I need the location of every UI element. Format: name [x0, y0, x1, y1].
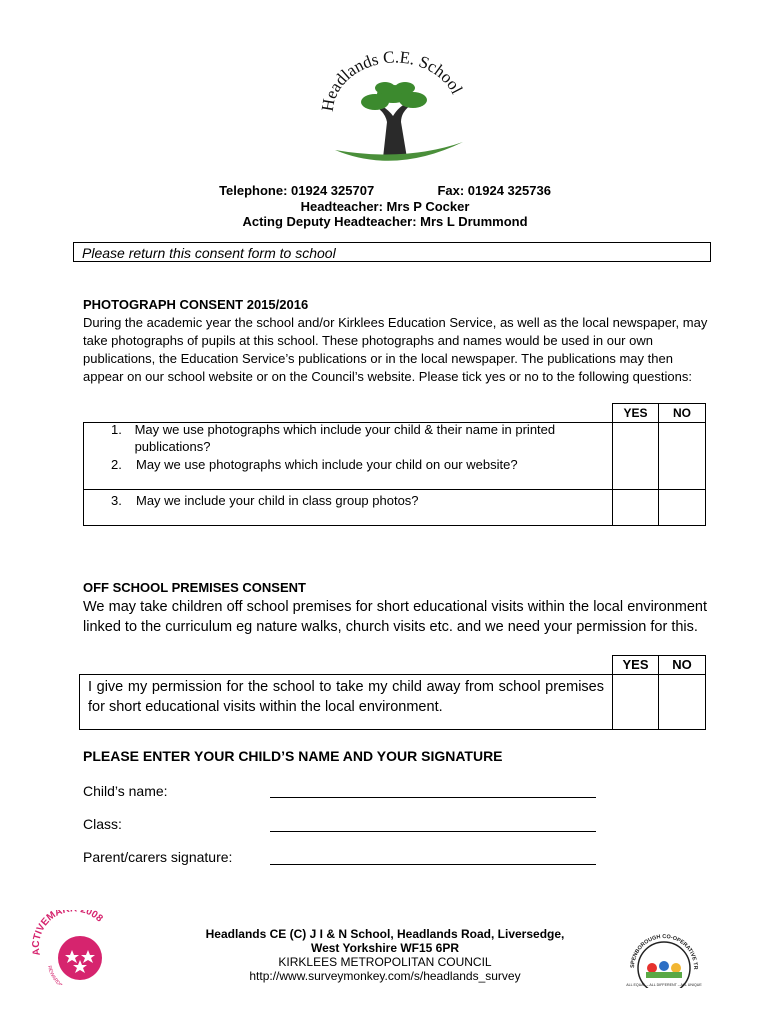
class-field[interactable]: [270, 830, 596, 832]
list-item: [111, 492, 606, 509]
question-text: May we include your child in class group photos?: [136, 493, 419, 508]
coop-text: SPENBOROUGH CO-OPERATIVE TR: [629, 933, 699, 970]
offsite-no-header: NO: [658, 655, 706, 675]
deputy-headteacher: Acting Deputy Headteacher: Mrs L Drummond: [242, 214, 528, 229]
question-text: May we use photographs which include your child on our website?: [136, 457, 518, 472]
telephone: Telephone: 01924 325707: [219, 183, 375, 198]
photo-q1-q2-yes-box[interactable]: [612, 422, 659, 490]
footer-address-2: West Yorkshire WF15 6PR: [310, 941, 460, 955]
photo-consent-intro: During the academic year the school and/or Kirklees Education Service, as well as the local newspaper, may take photographs of pupils at this school. These photographs and names would be used in our own publications, the Education Service’s publications or in the local newspaper. The publications may then appear on our school website or on the Council’s website. Please tick yes or no to the following questions:: [83, 315, 708, 384]
photo-consent-heading: PHOTOGRAPH CONSENT 2015/2016: [83, 297, 309, 312]
fax: Fax: 01924 325736: [437, 183, 551, 198]
offsite-statement: I give my permission for the school to take my child away from school premises for short educational visits within the local environment.: [79, 674, 613, 730]
svg-text:Headlands C.E. School: [318, 50, 467, 113]
class-label: Class:: [83, 816, 122, 832]
contact-line: [0, 183, 770, 198]
offsite-yes-box[interactable]: [612, 674, 659, 730]
parent-signature-label: Parent/carers signature:: [83, 849, 233, 865]
question-divider: [83, 489, 613, 490]
headteacher: Headteacher: Mrs P Cocker: [300, 199, 470, 214]
offsite-yes-header: YES: [612, 655, 659, 675]
parent-signature-field[interactable]: [270, 863, 596, 865]
list-item: [111, 456, 606, 473]
question-number: 1.: [111, 422, 122, 437]
coop-trust-logo: [624, 932, 704, 988]
photo-q3-yes-box[interactable]: [612, 489, 659, 526]
photo-questions-list-2: [111, 492, 606, 509]
photo-no-header: NO: [658, 403, 706, 423]
offsite-consent-heading: OFF SCHOOL PREMISES CONSENT: [83, 580, 306, 595]
return-note: Please return this consent form to school: [73, 242, 711, 262]
photo-questions-list: [111, 421, 606, 473]
school-logo: [315, 50, 470, 170]
signature-heading: PLEASE ENTER YOUR CHILD’S NAME AND YOUR SIGNATURE: [83, 748, 503, 764]
footer-address-1: Headlands CE (C) J I & N School, Headlands Road, Liversedge,: [205, 927, 565, 941]
logo-text: Headlands C.E. School: [317, 50, 467, 113]
question-number: 3.: [111, 493, 122, 508]
question-number: 2.: [111, 457, 122, 472]
footer-council: KIRKLEES METROPOLITAN COUNCIL: [278, 955, 492, 969]
list-item: [111, 421, 606, 455]
footer-url[interactable]: http://www.surveymonkey.com/s/headlands_survey: [249, 969, 521, 983]
photo-yes-header: YES: [612, 403, 659, 423]
offsite-no-box[interactable]: [658, 674, 706, 730]
coop-subtext: ALL EQUAL – ALL DIFFERENT – ALL UNIQUE: [626, 983, 702, 987]
activemark-subtext: REWARDI: [45, 965, 63, 985]
photo-q1-q2-no-box[interactable]: [658, 422, 706, 490]
offsite-consent-intro: We may take children off school premises for short educational visits within the local environment linked to the curriculum eg nature walks, church visits etc. and we need your permission for this.: [83, 599, 707, 635]
child-name-field[interactable]: [270, 796, 596, 798]
activemark-text: ACTIVEMA 2008: [30, 910, 105, 957]
photo-q3-no-box[interactable]: [658, 489, 706, 526]
child-name-label: Child’s name:: [83, 783, 168, 799]
question-text: May we use photographs which include your child & their name in printed publications?: [134, 422, 556, 454]
